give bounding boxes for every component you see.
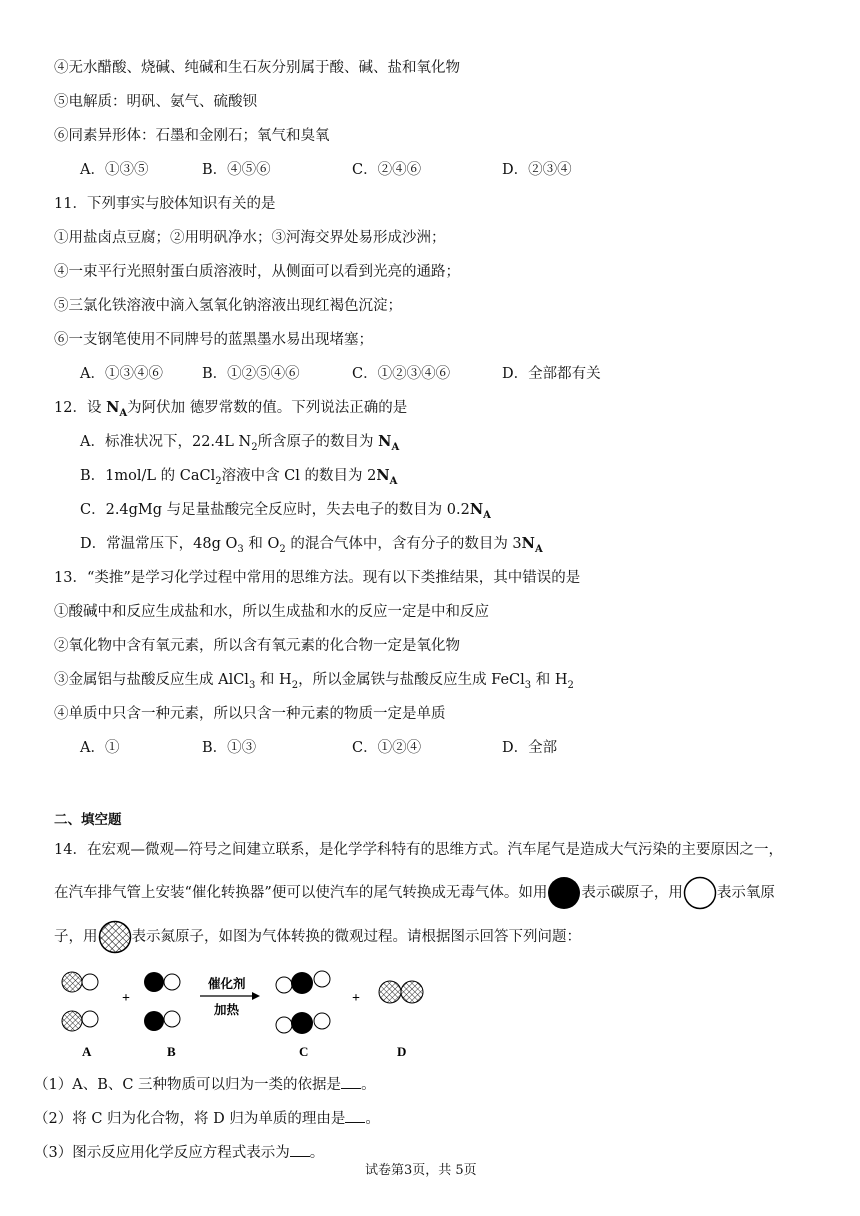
q13-stem: 13．“类推”是学习化学过程中常用的思维方法。现有以下类推结果，其中错误的是 [54, 570, 581, 586]
q11-stem: 11．下列事实与胶体知识有关的是 [54, 196, 276, 212]
q11-item: ⑥一支钢笔使用不同牌号的蓝黑墨水易出现堵塞； [54, 332, 373, 348]
statement-5: ⑤电解质：明矾、氨气、硫酸钡 [54, 94, 257, 110]
molecule-d [379, 981, 423, 1003]
q10-option-a: A．①③⑤ [80, 162, 149, 178]
q13-item: ①酸碱中和反应生成盐和水，所以生成盐和水的反应一定是中和反应 [54, 604, 489, 620]
molecule-a [62, 972, 98, 1031]
q12-option-c: C．2.4gMg 与足量盐酸完全反应时，失去电子的数目为 $0.2N_A$ [80, 501, 491, 521]
q13-item: ④单质中只含一种元素，所以只含一种元素的物质一定是单质 [54, 706, 446, 722]
answer-blank[interactable] [290, 1142, 310, 1157]
oxygen-atom-icon [683, 876, 717, 910]
q13-option-b: B．①③ [202, 740, 257, 756]
page-footer: 试卷第3页，共 5页 [365, 1163, 477, 1178]
plus-sign: + [352, 991, 360, 1006]
q14-sub1: （1）A、B、C 三种物质可以归为一类的依据是 。 [34, 1074, 376, 1095]
molecule-b [144, 972, 180, 1031]
heat-label: 加热 [214, 1003, 240, 1017]
q11-option-c: C．①②③④⑥ [352, 366, 451, 382]
statement-4: ④无水醋酸、烧碱、纯碱和生石灰分别属于酸、碱、盐和氧化物 [54, 60, 460, 76]
answer-blank[interactable] [345, 1108, 365, 1123]
q14-stem-line3: 子，用 表示氮原子，如图为气体转换的微观过程。请根据图示回答下列问题： [54, 920, 581, 954]
q11-option-a: A．①③④⑥ [80, 366, 163, 382]
molecule-c [276, 971, 330, 1034]
q10-option-b: B．④⑤⑥ [202, 162, 271, 178]
label-b: B [167, 1044, 176, 1059]
q13-item-3: ③金属铝与盐酸反应生成 AlCl$_3$ 和 $H_2$，所以金属铁与盐酸反应生成 FeCl$_3$ 和 $H_2$ [54, 672, 574, 691]
q11-option-b: B．①②⑤④⑥ [202, 366, 300, 382]
q11-item: ④一束平行光照射蛋白质溶液时，从侧面可以看到光亮的通路； [54, 264, 460, 280]
q13-option-c: C．①②④ [352, 740, 422, 756]
q13-option-d: D．全部 [502, 740, 558, 756]
q13-item: ②氧化物中含有氧元素，所以含有氧元素的化合物一定是氧化物 [54, 638, 460, 654]
q12-option-d: D．常温常压下，48g $O_3$ 和 $O_2$ 的混合气体中，含有分子的数目为 $3N_A$ [80, 535, 543, 555]
q10-option-d: D．②③④ [502, 162, 572, 178]
catalyst-label: 催化剂 [208, 977, 246, 991]
label-d: D [397, 1044, 407, 1059]
answer-blank[interactable] [341, 1074, 361, 1089]
q13-option-a: A．① [80, 740, 120, 756]
q14-stem-line2: 在汽车排气管上安装“催化转换器”便可以使汽车的尾气转换成无毒气体。如用 表示碳原子，用 表示氧原 [54, 876, 775, 910]
q10-option-c: C．②④⑥ [352, 162, 422, 178]
label-c: C [299, 1044, 309, 1059]
section-heading: 二、填空题 [54, 812, 122, 828]
carbon-atom-icon [547, 876, 581, 910]
reaction-diagram [50, 966, 450, 1062]
q12-option-a: A．标准状况下，22.4L $N_2$所含原子的数目为 $N_A$ [80, 433, 400, 453]
label-a: A [82, 1044, 92, 1059]
q14-sub2: （2）将 C 归为化合物，将 D 归为单质的理由是 。 [34, 1108, 380, 1129]
q11-item: ①用盐卤点豆腐；②用明矾净水；③河海交界处易形成沙洲； [54, 230, 446, 246]
q14-stem-line1: 14．在宏观—微观—符号之间建立联系，是化学学科特有的思维方式。汽车尾气是造成大气污染的主要原因之一， [54, 842, 783, 858]
nitrogen-atom-icon [98, 920, 132, 954]
q12-stem: 12．设 $N_A$为阿伏加 德罗常数的值。下列说法正确的是 [54, 399, 408, 419]
statement-6: ⑥同素异形体：石墨和金刚石；氧气和臭氧 [54, 128, 330, 144]
plus-sign: + [122, 991, 130, 1006]
q12-option-b: B．1mol/L 的 CaCl$_2$溶液中含 Cl 的数目为 $2N_A$ [80, 467, 398, 487]
q14-sub3: （3）图示反应用化学反应方程式表示为 。 [34, 1142, 324, 1163]
q11-option-d: D．全部都有关 [502, 366, 601, 382]
q11-item: ⑤三氯化铁溶液中滴入氢氧化钠溶液出现红褐色沉淀； [54, 298, 402, 314]
